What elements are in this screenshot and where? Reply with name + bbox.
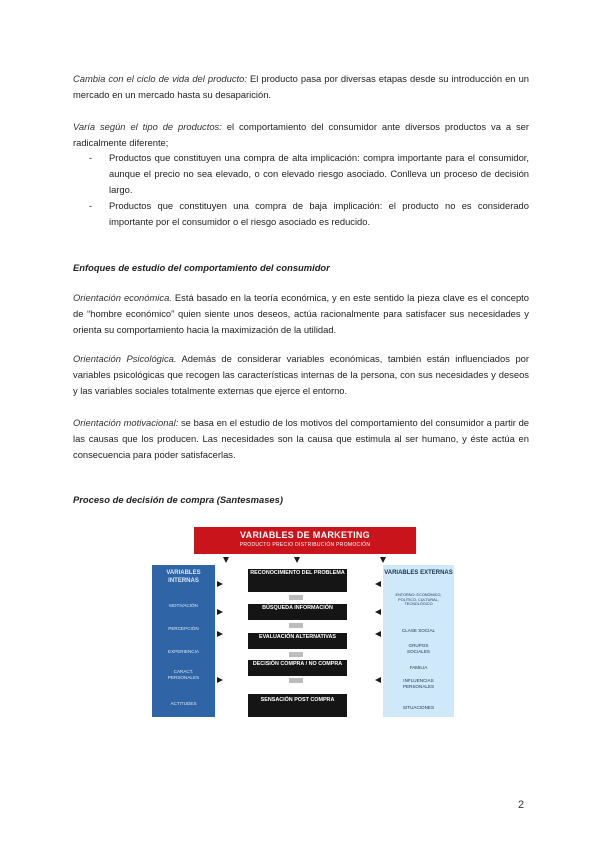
arrow-down-icon	[380, 557, 386, 563]
list-item: - Productos que constituyen una compra de baja implicación: el producto no es considerado importante por el consumidor o el riesgo asociado es reducido.	[89, 198, 529, 230]
arrow-left-icon	[375, 677, 381, 683]
step-post-purchase: SENSACIÓN POST COMPRA	[248, 694, 347, 717]
arrow-left-icon	[375, 581, 381, 587]
purchase-decision-diagram	[150, 527, 456, 719]
external-item: ENTORNO: ECONÓMICO, POLÍTICO, CULTURAL, TECNOLÓGICO	[395, 593, 442, 607]
paragraph-lead: Orientación Psicológica.	[73, 353, 177, 364]
internal-item: ACTITUDES	[170, 701, 197, 706]
paragraph-product-type	[73, 119, 529, 151]
external-variables-title: VARIABLES EXTERNAS	[384, 570, 453, 576]
paragraph-lead: Orientación motivacional:	[73, 417, 179, 428]
external-variables-column	[383, 565, 454, 717]
list-item: - Productos que constituyen una compra de alta implicación: compra importante para el consumidor, aunque el precio no sea elevado, o con elevado riesgo asociado. Conlleva un proceso de decisión largo.	[89, 150, 529, 198]
diagram-heading: Proceso de decisión de compra (Santesmases)	[73, 494, 283, 505]
arrow-right-icon	[217, 631, 223, 637]
paragraph-text: se basa en el estudio de los motivos del comportamiento del consumidor a partir de las causas que los producen. Las necesidades son la causa que estimula al ser humano, y éste actúa en consecuencia para poder satisfacerlas.	[73, 417, 529, 460]
step-evaluation: EVALUACIÓN ALTERNATIVAS	[248, 633, 347, 649]
arrow-down-icon	[294, 557, 300, 563]
paragraph-lead: Cambia con el ciclo de vida del producto:	[73, 73, 247, 84]
internal-variables-title: VARIABLES INTERNAS	[166, 570, 201, 584]
arrow-right-icon	[217, 677, 223, 683]
internal-item: MOTIVACIÓN	[169, 603, 198, 608]
step-connector	[289, 623, 303, 628]
paragraph-lead: Orientación económica.	[73, 292, 172, 303]
arrow-right-icon	[217, 581, 223, 587]
external-item: CLASE SOCIAL	[401, 628, 436, 633]
section-heading: Enfoques de estudio del comportamiento del consumidor	[73, 262, 330, 273]
paragraph-text: el comportamiento del consumidor ante diversos productos va a ser radicalmente diferente;	[73, 121, 529, 148]
paragraph-text: El producto pasa por diversas etapas desde su introducción en un mercado en un mercado hasta su desaparición.	[73, 73, 529, 100]
step-decision: DECISIÓN COMPRA / NO COMPRA	[248, 660, 347, 676]
step-search: BÚSQUEDA INFORMACIÓN	[248, 604, 347, 620]
marketing-subtitle: PRODUCTO PRECIO DISTRIBUCIÓN PROMOCIÓN	[239, 542, 371, 548]
internal-item: EXPERIENCIA	[168, 649, 199, 654]
bullet-list	[89, 150, 529, 230]
internal-variables-column	[152, 565, 215, 717]
arrow-right-icon	[217, 609, 223, 615]
external-item: SITUACIONES	[402, 705, 435, 710]
arrow-left-icon	[375, 609, 381, 615]
external-item: GRUPOS SOCIALES	[407, 643, 430, 654]
internal-item: CARACT. PERSONALES	[167, 669, 200, 680]
arrow-left-icon	[375, 631, 381, 637]
paragraph-text: Está basado en la teoría económica, y en este sentido la pieza clave es el concepto de “hombre económico” quien siente unos deseos, actúa racionalmente para satisfacer sus necesidades y orienta su comportamiento hacia la maximización de la utilidad.	[73, 292, 529, 335]
step-recognition: RECONOCIMIENTO DEL PROBLEMA	[248, 569, 347, 592]
paragraph-motivational	[73, 415, 529, 463]
external-item: INFLUENCIAS PERSONALES	[402, 678, 435, 689]
step-connector	[289, 595, 303, 600]
step-connector	[289, 652, 303, 657]
paragraph-lead: Varía según el tipo de productos:	[73, 121, 222, 132]
marketing-title: VARIABLES DE MARKETING	[240, 530, 370, 540]
marketing-variables-box	[194, 527, 416, 554]
paragraph-life-cycle	[73, 71, 529, 103]
step-connector	[289, 678, 303, 683]
internal-item: PERCEPCIÓN	[168, 626, 199, 631]
page-number: 2	[518, 799, 525, 811]
arrow-down-icon	[223, 557, 229, 563]
paragraph-psychological	[73, 351, 529, 399]
external-item: FAMILIA	[409, 665, 428, 670]
paragraph-text: Además de considerar variables económicas, también están influenciados por variables psicológicas que recogen las características internas de la persona, con sus necesidades y deseos y las variables sociales totalmente externas que ejerce el entorno.	[73, 353, 529, 396]
paragraph-economic	[73, 290, 529, 338]
